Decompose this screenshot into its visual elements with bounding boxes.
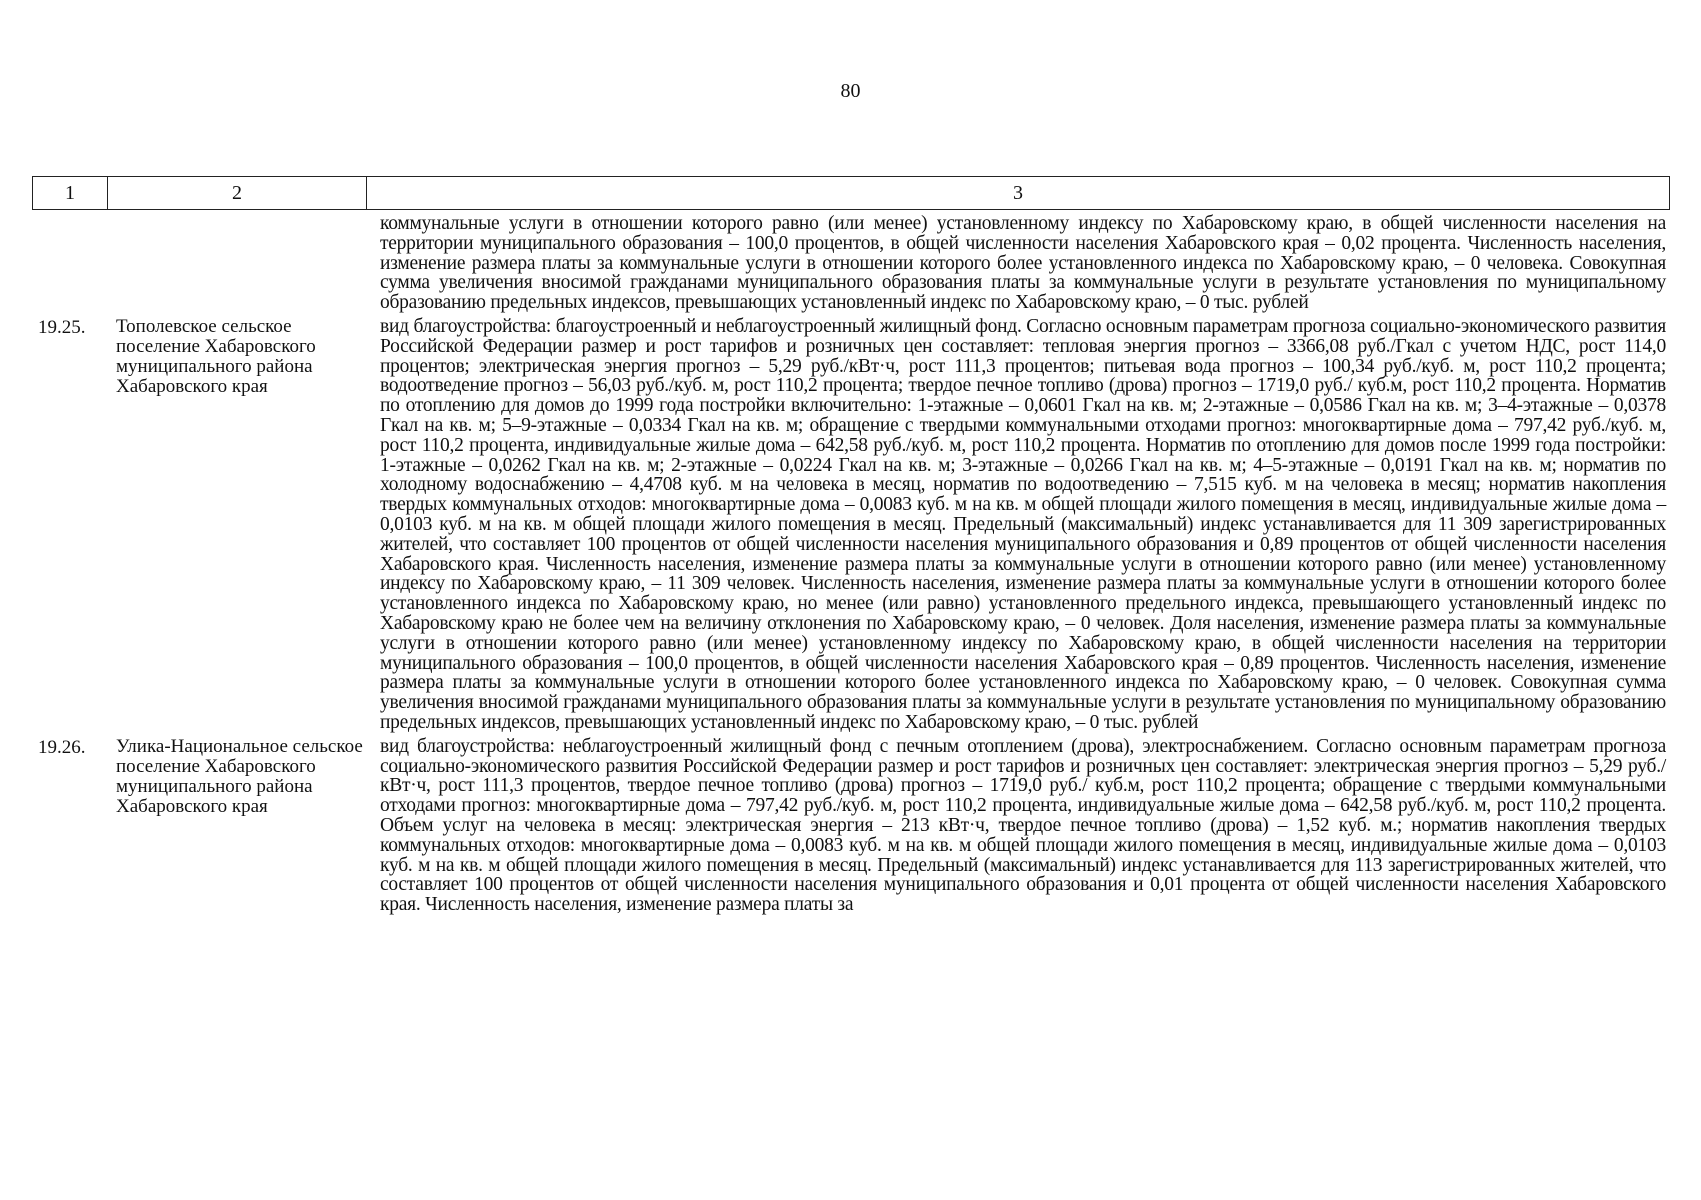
table-body	[32, 214, 1670, 915]
row-number: 19.26.	[38, 736, 86, 758]
row-description: вид благоустройства: неблагоустроенный жилищный фонд с печным отоплением (дрова), электроснабжением. Согласно основным параметрам прогноза социально-экономического развития Российской Федерации размер и рост тарифов и розничных цен составляет: электрическая энергия прогноз – 5,29 руб./кВт·ч, рост 111,3 процентов, твердое печное топливо (дрова) прогноз – 1719,0 руб./ куб.м, рост 110,2 процента; обращение с твердыми коммунальными отходами прогноз: многоквартирные дома – 797,42 руб./куб. м, рост 110,2 процента, индивидуальные жилые дома – 642,58 руб./куб. м, рост 110,2 процента. Объем услуг на человека в месяц: электрическая энергия – 213 кВт·ч, твердое печное топливо (дрова) – 1,52 куб. м.; норматив накопления твердых коммунальных отходов: многоквартирные дома – 0,0083 куб. м на кв. м общей площади жилого помещения в месяц, индивидуальные жилые дома – 0,0103 куб. м на кв. м общей площади жилого помещения в месяц. Предельный (максимальный) индекс устанавливается для 113 зарегистрированных жителей, что составляет 100 процентов от общей численности населения муниципального образования и 0,01 процента от общей численности населения Хабаровского края. Численность населения, изменение размера платы за	[380, 735, 1666, 916]
row-description: вид благоустройства: благоустроенный и неблагоустроенный жилищный фонд. Согласно основным параметрам прогноза социально-экономического развития Российской Федерации размер и рост тарифов и розничных цен составляет: тепловая энергия прогноз – 3366,08 руб./Гкал с учетом НДС, рост 114,0 процентов; электрическая энергия прогноз – 5,29 руб./кВт·ч, рост 111,3 процентов; питьевая вода прогноз – 100,34 руб./куб. м, рост 110,2 процента; водоотведение прогноз – 56,03 руб./куб. м, рост 110,2 процента; твердое печное топливо (дрова) прогноз – 1719,0 руб./ куб.м, рост 110,2 процента. Норматив по отоплению для домов до 1999 года постройки включительно: 1-этажные – 0,0601 Гкал на кв. м; 2-этажные – 0,0586 Гкал на кв. м; 3–4-этажные – 0,0378 Гкал на кв. м; 5–9-этажные – 0,0334 Гкал на кв. м; обращение с твердыми коммунальными отходами прогноз: многоквартирные дома – 797,42 руб./куб. м, рост 110,2 процента, индивидуальные жилые дома – 642,58 руб./куб. м, рост 110,2 процента. Норматив по отоплению для домов после 1999 года постройки: 1-этажные – 0,0262 Гкал на кв. м; 2-этажные – 0,0224 Гкал на кв. м; 3-этажные – 0,0266 Гкал на кв. м; 4–5-этажные – 0,0191 Гкал на кв. м; норматив по холодному водоснабжению – 4,4708 куб. м на человека в месяц, норматив по водоотведению – 7,515 куб. м на человека в месяц; норматив накопления твердых коммунальных отходов: многоквартирные дома – 0,0083 куб. м на кв. м общей площади жилого помещения в месяц, индивидуальные жилые дома – 0,0103 куб. м на кв. м общей площади жилого помещения в месяц. Предельный (максимальный) индекс устанавливается для 11 309 зарегистрированных жителей, что составляет 100 процентов от общей численности населения муниципального образования и 0,89 процентов от общей численности населения Хабаровского края. Численность населения, изменение размера платы за коммунальные услуги в отношении которого равно (или менее) установленному индексу по Хабаровскому краю, – 11 309 человек. Численность населения, изменение размера платы за коммунальные услуги в отношении которого более установленного индекса по Хабаровскому краю, но менее (или равно) установленного предельного индекса, превышающего установленный индекс по Хабаровскому краю не более чем на величину отклонения по Хабаровскому краю, – 0 человек. Доля населения, изменение размера платы за коммунальные услуги в отношении которого равно (или менее) установленному индексу по Хабаровскому краю, в общей численности населения на территории муниципального образования – 100,0 процентов, в общей численности населения Хабаровского края – 0,89 процентов. Численность населения, изменение размера платы за коммунальные услуги в отношении которого более установленного индекса по Хабаровскому краю, – 0 человек. Совокупная сумма увеличения вносимой гражданами муниципального образования платы за коммунальные услуги в результате установления по муниципальному образованию предельных индексов, превышающих установленный индекс по Хабаровскому краю, – 0 тыс. рублей	[380, 315, 1666, 733]
column-header-1: 1	[33, 177, 108, 210]
column-header-3: 3	[367, 177, 1670, 210]
column-header-2: 2	[108, 177, 367, 210]
table-header	[32, 176, 1670, 210]
table-row	[32, 737, 1670, 915]
row-description: коммунальные услуги в отношении которого равно (или менее) установленному индексу по Хабаровскому краю, в общей численности населения на территории муниципального образования – 100,0 процентов, в общей численности населения Хабаровского края – 0,02 процента. Численность населения, изменение размера платы за коммунальные услуги в отношении которого более установленного индекса по Хабаровскому краю, – 0 человека. Совокупная сумма увеличения вносимой гражданами муниципального образования платы за коммунальные услуги в результате установления по муниципальному образованию предельных индексов, превышающих установленный индекс по Хабаровскому краю, – 0 тыс. рублей	[380, 213, 1666, 314]
page-number: 80	[840, 80, 861, 102]
table-row	[32, 214, 1670, 313]
municipality-name: Улика-Национальное сельское поселение Хабаровского муниципального района Хабаровского края	[116, 735, 363, 817]
row-number: 19.25.	[38, 316, 86, 338]
municipality-name: Тополевское сельское поселение Хабаровского муниципального района Хабаровского края	[116, 315, 316, 397]
table-row	[32, 317, 1670, 733]
